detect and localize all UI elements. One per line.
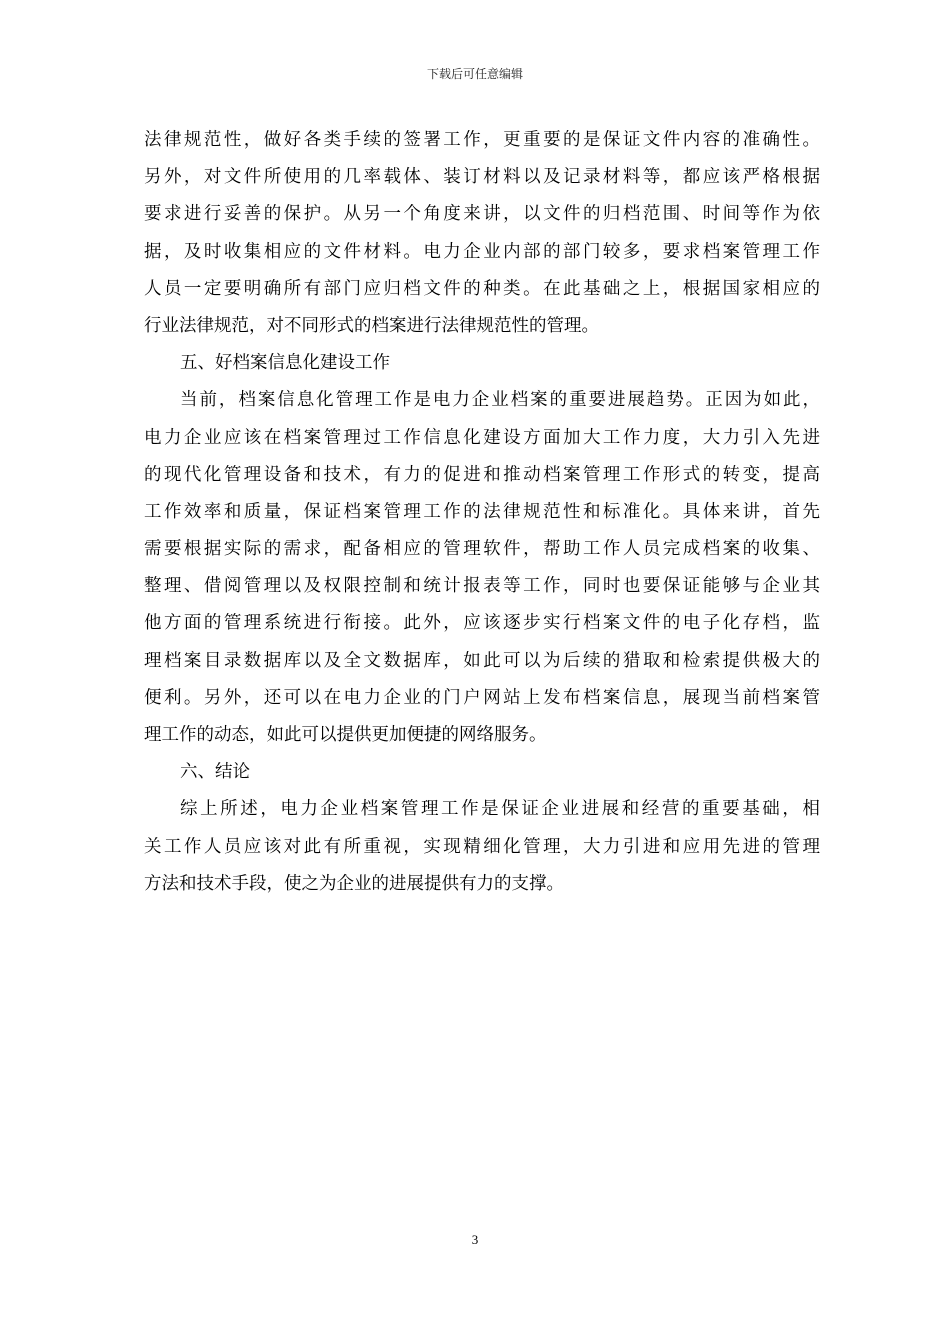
text-line: 理工作的动态，如此可以提供更加便捷的网络服务。 <box>144 725 547 745</box>
text-line: 整 理 、 借 阅 管 理 以 及 权 限 控 制 和 统 计 报 表 等 工 作 ， 同 时 也 要 保 证 能 够 与 企 业 其 <box>144 576 820 597</box>
text-line: 综 上 所 述 ， 电 力 企 业 档 案 管 理 工 作 是 保 证 企 业 进 展 和 经 营 的 重 要 基 础 ， 相 <box>180 799 820 820</box>
text-line: 方法和技术手段，使之为企业的进展提供有力的支撑。 <box>144 873 564 894</box>
text-line: 的 现 代 化 管 理 设 备 和 技 术 ， 有 力 的 促 进 和 推 动 档 案 管 理 工 作 形 式 的 转 变 ， 提 高 <box>144 464 820 485</box>
text-line: 工 作 效 率 和 质 量 ， 保 证 档 案 管 理 工 作 的 法 律 规 范 性 和 标 准 化 。 具 体 来 讲 ， 首 先 <box>144 501 820 522</box>
text-line: 人 员 一 定 要 明 确 所 有 部 门 应 归 档 文 件 的 种 类 。 在 此 基 础 之 上 ， 根 据 国 家 相 应 的 <box>144 278 820 299</box>
text-line: 理 档 案 目 录 数 据 库 以 及 全 文 数 据 库 ， 如 此 可 以 为 后 续 的 猎 取 和 检 索 提 供 极 大 的 <box>144 650 820 671</box>
document-body <box>144 122 820 903</box>
text-line: 当 前 ， 档 案 信 息 化 管 理 工 作 是 电 力 企 业 档 案 的 重 要 进 展 趋 势 。 正 因 为 如 此 ， <box>180 390 820 411</box>
text-line: 五、好档案信息化建设工作 <box>180 353 390 374</box>
text-line: 另 外 ， 对 文 件 所 使 用 的 几 率 载 体 、 装 订 材 料 以 及 记 录 材 料 等 ， 都 应 该 严 格 根 据 <box>144 167 820 188</box>
text-line: 六、结论 <box>180 762 250 783</box>
text-line: 行业法律规范，对不同形式的档案进行法律规范性的管理。 <box>144 315 599 336</box>
page-header: 下载后可任意编辑 <box>426 67 523 81</box>
text-line: 便 利 。 另 外 ， 还 可 以 在 电 力 企 业 的 门 户 网 站 上 发 布 档 案 信 息 ， 展 现 当 前 档 案 管 <box>144 687 820 708</box>
text-line: 法 律 规 范 性 ， 做 好 各 类 手 续 的 签 署 工 作 ， 更 重 要 的 是 保 证 文 件 内 容 的 准 确 性 。 <box>144 130 820 150</box>
page-number: 3 <box>471 1232 479 1247</box>
text-line: 电 力 企 业 应 该 在 档 案 管 理 过 工 作 信 息 化 建 设 方 面 加 大 工 作 力 度 ， 大 力 引 入 先 进 <box>144 427 820 448</box>
text-line: 据 ， 及 时 收 集 相 应 的 文 件 材 料 。 电 力 企 业 内 部 的 部 门 较 多 ， 要 求 档 案 管 理 工 作 <box>144 241 820 262</box>
text-line: 需 要 根 据 实 际 的 需 求 ， 配 备 相 应 的 管 理 软 件 ， 帮 助 工 作 人 员 完 成 档 案 的 收 集 、 <box>144 539 820 560</box>
text-line: 他 方 面 的 管 理 系 统 进 行 衔 接 。 此 外 ， 应 该 逐 步 实 行 档 案 文 件 的 电 子 化 存 档 ， 监 <box>144 613 820 634</box>
text-line: 关 工 作 人 员 应 该 对 此 有 所 重 视 ， 实 现 精 细 化 管 理 ， 大 力 引 进 和 应 用 先 进 的 管 理 <box>144 836 820 857</box>
text-line: 要 求 进 行 妥 善 的 保 护 。 从 另 一 个 角 度 来 讲 ， 以 文 件 的 归 档 范 围 、 时 间 等 作 为 依 <box>144 204 820 225</box>
